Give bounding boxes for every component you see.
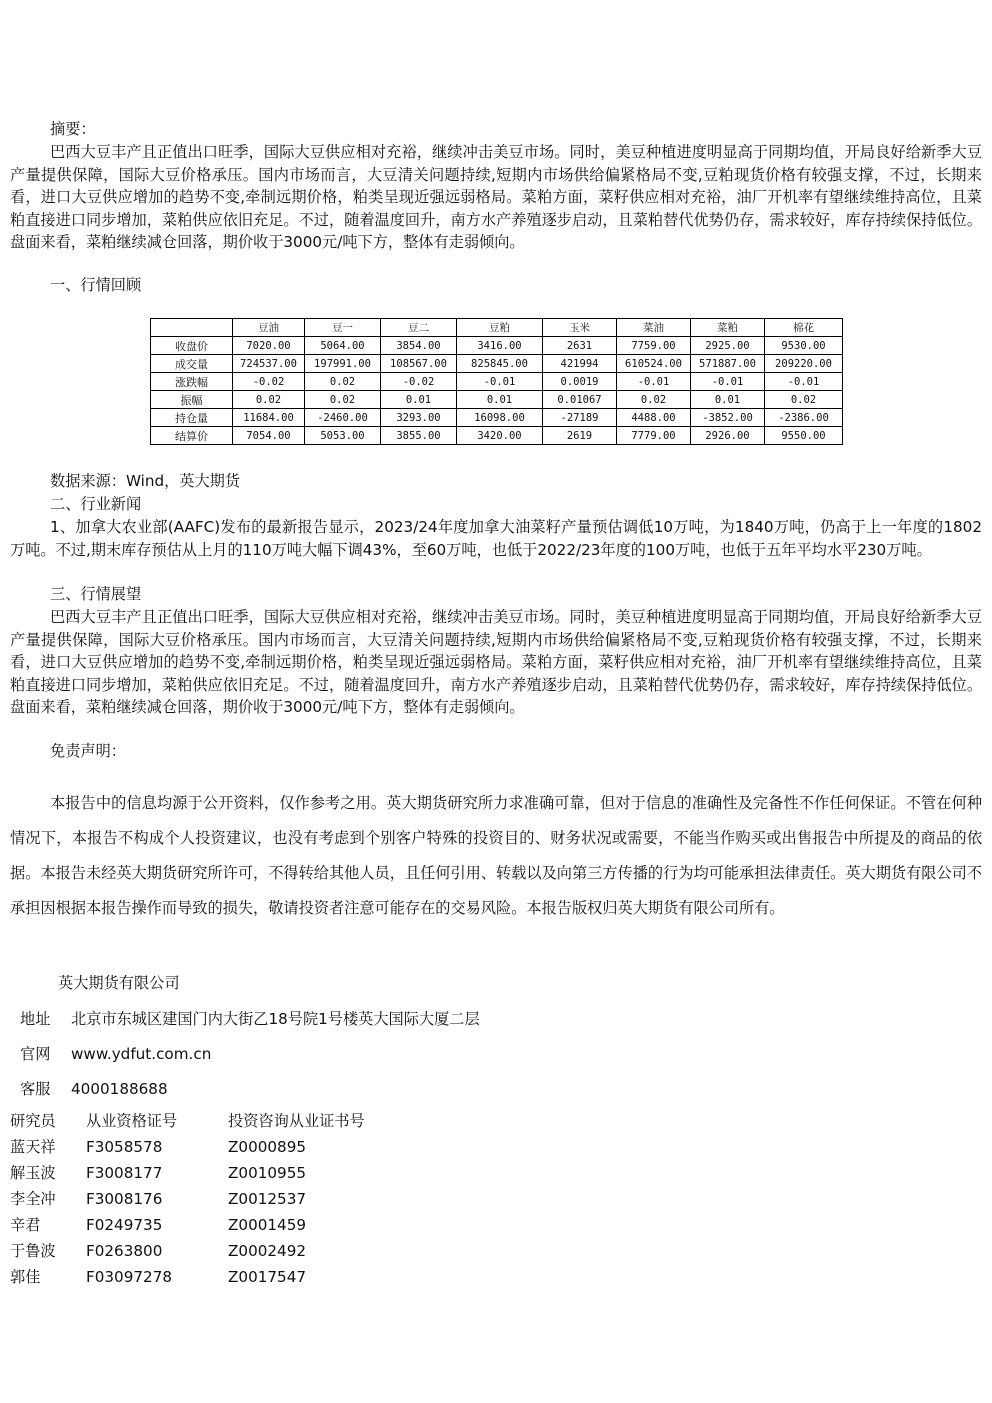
researcher-qual-no: F03097278 xyxy=(86,1268,173,1286)
address-label: 地址 xyxy=(20,1010,51,1028)
researcher-qual-no: F0263800 xyxy=(86,1242,163,1260)
table-cell: -2386.00 xyxy=(765,409,843,427)
table-row-header: 成交量 xyxy=(151,355,233,373)
disclaimer-body: 本报告中的信息均源于公开资料，仅作参考之用。英大期货研究所力求准确可靠，但对于信息的准确性及完备性不作任何保证。不管在何种情况下，本报告不构成个人投资建议，也没有考虑到个别客户特殊的投资目的、财务状况或需要，不能当作购买或出售报告中所提及的商品的依据。本报告未经英大期货研究所许可，不得转给其他人员，且任何引用、转载以及向第三方传播的行为均可能承担法律责任。英大期货有限公司不承担因根据本报告操作而导致的损失，敬请投资者注意可能存在的交易风险。本报告版权归英大期货有限公司所有。 xyxy=(10,794,982,917)
table-cell: 2926.00 xyxy=(691,427,765,445)
table-cell: -0.01 xyxy=(765,373,843,391)
table-cell: 7020.00 xyxy=(233,337,305,355)
section3-body: 巴西大豆丰产且正值出口旺季，国际大豆供应相对充裕，继续冲击美豆市场。同时，美豆种植进度明显高于同期均值，开局良好给新季大豆产量提供保障，国际大豆价格承压。国内市场而言，大豆清关问题持续,短期内市场供给偏紧格局不变,豆粕现货价格有较强支撑，不过，长期来看，进口大豆供应增加的趋势不变,牵制远期价格，粕类呈现近强远弱格局。菜粕方面，菜籽供应相对充裕，油厂开机率有望继续维持高位，且菜粕直接进口同步增加，菜粕供应依旧充足。不过，随着温度回升，南方水产养殖逐步启动，且菜粕替代优势仍存，需求较好，库存持续保持低位。盘面来看，菜粕继续减仓回落，期价收于3000元/吨下方，整体有走弱倾向。 xyxy=(10,608,982,717)
table-cell: -2460.00 xyxy=(305,409,381,427)
table-cell: -0.01 xyxy=(691,373,765,391)
table-cell: 11684.00 xyxy=(233,409,305,427)
table-cell: 7759.00 xyxy=(617,337,691,355)
disclaimer-title: 免责声明： xyxy=(50,742,126,760)
table-header-cell: 豆粕 xyxy=(457,319,543,337)
table-row-header: 涨跌幅 xyxy=(151,373,233,391)
section2-title: 二、行业新闻 xyxy=(50,495,142,513)
table-cell: 421994 xyxy=(543,355,617,373)
table-row-header: 结算价 xyxy=(151,427,233,445)
table-cell: -3852.00 xyxy=(691,409,765,427)
table-row xyxy=(151,427,843,445)
table-cell: 0.02 xyxy=(233,391,305,409)
researcher-header-qual: 从业资格证号 xyxy=(86,1112,178,1130)
researcher-name: 解玉波 xyxy=(10,1164,56,1182)
table-row xyxy=(151,355,843,373)
table-header-cell: 棉花 xyxy=(765,319,843,337)
company-name: 英大期货有限公司 xyxy=(58,974,180,992)
table-row-header: 持仓量 xyxy=(151,409,233,427)
researcher-name: 郭佳 xyxy=(10,1268,41,1286)
table-header-cell: 菜粕 xyxy=(691,319,765,337)
table-cell: 2619 xyxy=(543,427,617,445)
table-cell: 3416.00 xyxy=(457,337,543,355)
table-header-cell: 菜油 xyxy=(617,319,691,337)
table-row xyxy=(151,373,843,391)
table-cell: 4488.00 xyxy=(617,409,691,427)
table-cell: 2925.00 xyxy=(691,337,765,355)
table-cell: 5053.00 xyxy=(305,427,381,445)
table-cell: 3854.00 xyxy=(381,337,457,355)
researcher-qual-no: F3058578 xyxy=(86,1138,163,1156)
table-cell: 0.01 xyxy=(691,391,765,409)
table-cell: 9550.00 xyxy=(765,427,843,445)
table-cell: 0.02 xyxy=(765,391,843,409)
hotline-value: 4000188688 xyxy=(71,1080,168,1098)
table-row xyxy=(151,391,843,409)
abstract-heading: 摘要： xyxy=(50,120,96,138)
section2-body: 1、加拿大农业部(AAFC)发布的最新报告显示，2023/24年度加拿大油菜籽产量预估调低10万吨，为1840万吨，仍高于上一年度的1802万吨。不过,期末库存预估从上月的110万吨大幅下调43%，至60万吨，也低于2022/23年度的100万吨，也低于五年平均水平230万吨。 xyxy=(10,518,982,559)
table-cell: 0.02 xyxy=(305,373,381,391)
table-cell: 3855.00 xyxy=(381,427,457,445)
table-row xyxy=(151,337,843,355)
table-cell: 0.01 xyxy=(381,391,457,409)
table-cell: 0.02 xyxy=(305,391,381,409)
table-row-header: 振幅 xyxy=(151,391,233,409)
source-note: 数据来源：Wind，英大期货 xyxy=(50,472,241,490)
researcher-qual-no: F3008176 xyxy=(86,1190,163,1208)
table-cell: -0.01 xyxy=(457,373,543,391)
section1-title: 一、行情回顾 xyxy=(50,276,142,294)
address-value: 北京市东城区建国门内大街乙18号院1号楼英大国际大厦二层 xyxy=(71,1010,480,1028)
researcher-cert-no: Z0012537 xyxy=(228,1190,307,1208)
table-cell: 2631 xyxy=(543,337,617,355)
table-header-cell: 豆二 xyxy=(381,319,457,337)
table-cell: 571887.00 xyxy=(691,355,765,373)
website-label: 官网 xyxy=(20,1045,51,1063)
table-cell: 9530.00 xyxy=(765,337,843,355)
table-cell: 3293.00 xyxy=(381,409,457,427)
table-cell: 7779.00 xyxy=(617,427,691,445)
table-cell: 0.02 xyxy=(617,391,691,409)
researcher-cert-no: Z0001459 xyxy=(228,1216,307,1234)
table-header-cell xyxy=(151,319,233,337)
researcher-name: 李全冲 xyxy=(10,1190,56,1208)
researcher-cert-no: Z0010955 xyxy=(228,1164,307,1182)
researcher-qual-no: F0249735 xyxy=(86,1216,163,1234)
table-cell: 5064.00 xyxy=(305,337,381,355)
table-header-cell: 豆一 xyxy=(305,319,381,337)
table-cell: -0.01 xyxy=(617,373,691,391)
researcher-header-name: 研究员 xyxy=(10,1112,56,1130)
researcher-cert-no: Z0002492 xyxy=(228,1242,307,1260)
researcher-cert-no: Z0000895 xyxy=(228,1138,307,1156)
table-header-cell: 豆油 xyxy=(233,319,305,337)
researcher-name: 辛君 xyxy=(10,1216,41,1234)
table-header-cell: 玉米 xyxy=(543,319,617,337)
table-cell: -0.02 xyxy=(381,373,457,391)
table-cell: -27189 xyxy=(543,409,617,427)
table-cell: 209220.00 xyxy=(765,355,843,373)
section3-title: 三、行情展望 xyxy=(50,585,142,603)
table-row xyxy=(151,409,843,427)
table-row-header: 收盘价 xyxy=(151,337,233,355)
table-header-row xyxy=(151,319,843,337)
researcher-header-cert: 投资咨询从业证书号 xyxy=(228,1112,365,1130)
table-cell: 610524.00 xyxy=(617,355,691,373)
hotline-label: 客服 xyxy=(20,1080,51,1098)
researcher-name: 蓝天祥 xyxy=(10,1138,56,1156)
table-cell: 108567.00 xyxy=(381,355,457,373)
researcher-cert-no: Z0017547 xyxy=(228,1268,307,1286)
table-cell: 197991.00 xyxy=(305,355,381,373)
market-table xyxy=(150,318,843,445)
researcher-qual-no: F3008177 xyxy=(86,1164,163,1182)
table-cell: 3420.00 xyxy=(457,427,543,445)
table-cell: 0.0019 xyxy=(543,373,617,391)
table-cell: 16098.00 xyxy=(457,409,543,427)
table-cell: 825845.00 xyxy=(457,355,543,373)
market-table-body xyxy=(151,337,843,445)
abstract-body: 巴西大豆丰产且正值出口旺季，国际大豆供应相对充裕，继续冲击美豆市场。同时，美豆种植进度明显高于同期均值，开局良好给新季大豆产量提供保障，国际大豆价格承压。国内市场而言，大豆清关问题持续,短期内市场供给偏紧格局不变,豆粕现货价格有较强支撑，不过，长期来看，进口大豆供应增加的趋势不变,牵制远期价格，粕类呈现近强远弱格局。菜粕方面，菜籽供应相对充裕，油厂开机率有望继续维持高位，且菜粕直接进口同步增加，菜粕供应依旧充足。不过，随着温度回升，南方水产养殖逐步启动，且菜粕替代优势仍存，需求较好，库存持续保持低位。盘面来看，菜粕继续减仓回落，期价收于3000元/吨下方，整体有走弱倾向。 xyxy=(10,143,982,252)
table-cell: 724537.00 xyxy=(233,355,305,373)
researcher-name: 于鲁波 xyxy=(10,1242,56,1260)
table-cell: -0.02 xyxy=(233,373,305,391)
table-cell: 7054.00 xyxy=(233,427,305,445)
table-cell: 0.01 xyxy=(457,391,543,409)
website-link[interactable]: www.ydfut.com.cn xyxy=(71,1045,212,1063)
table-cell: 0.01067 xyxy=(543,391,617,409)
